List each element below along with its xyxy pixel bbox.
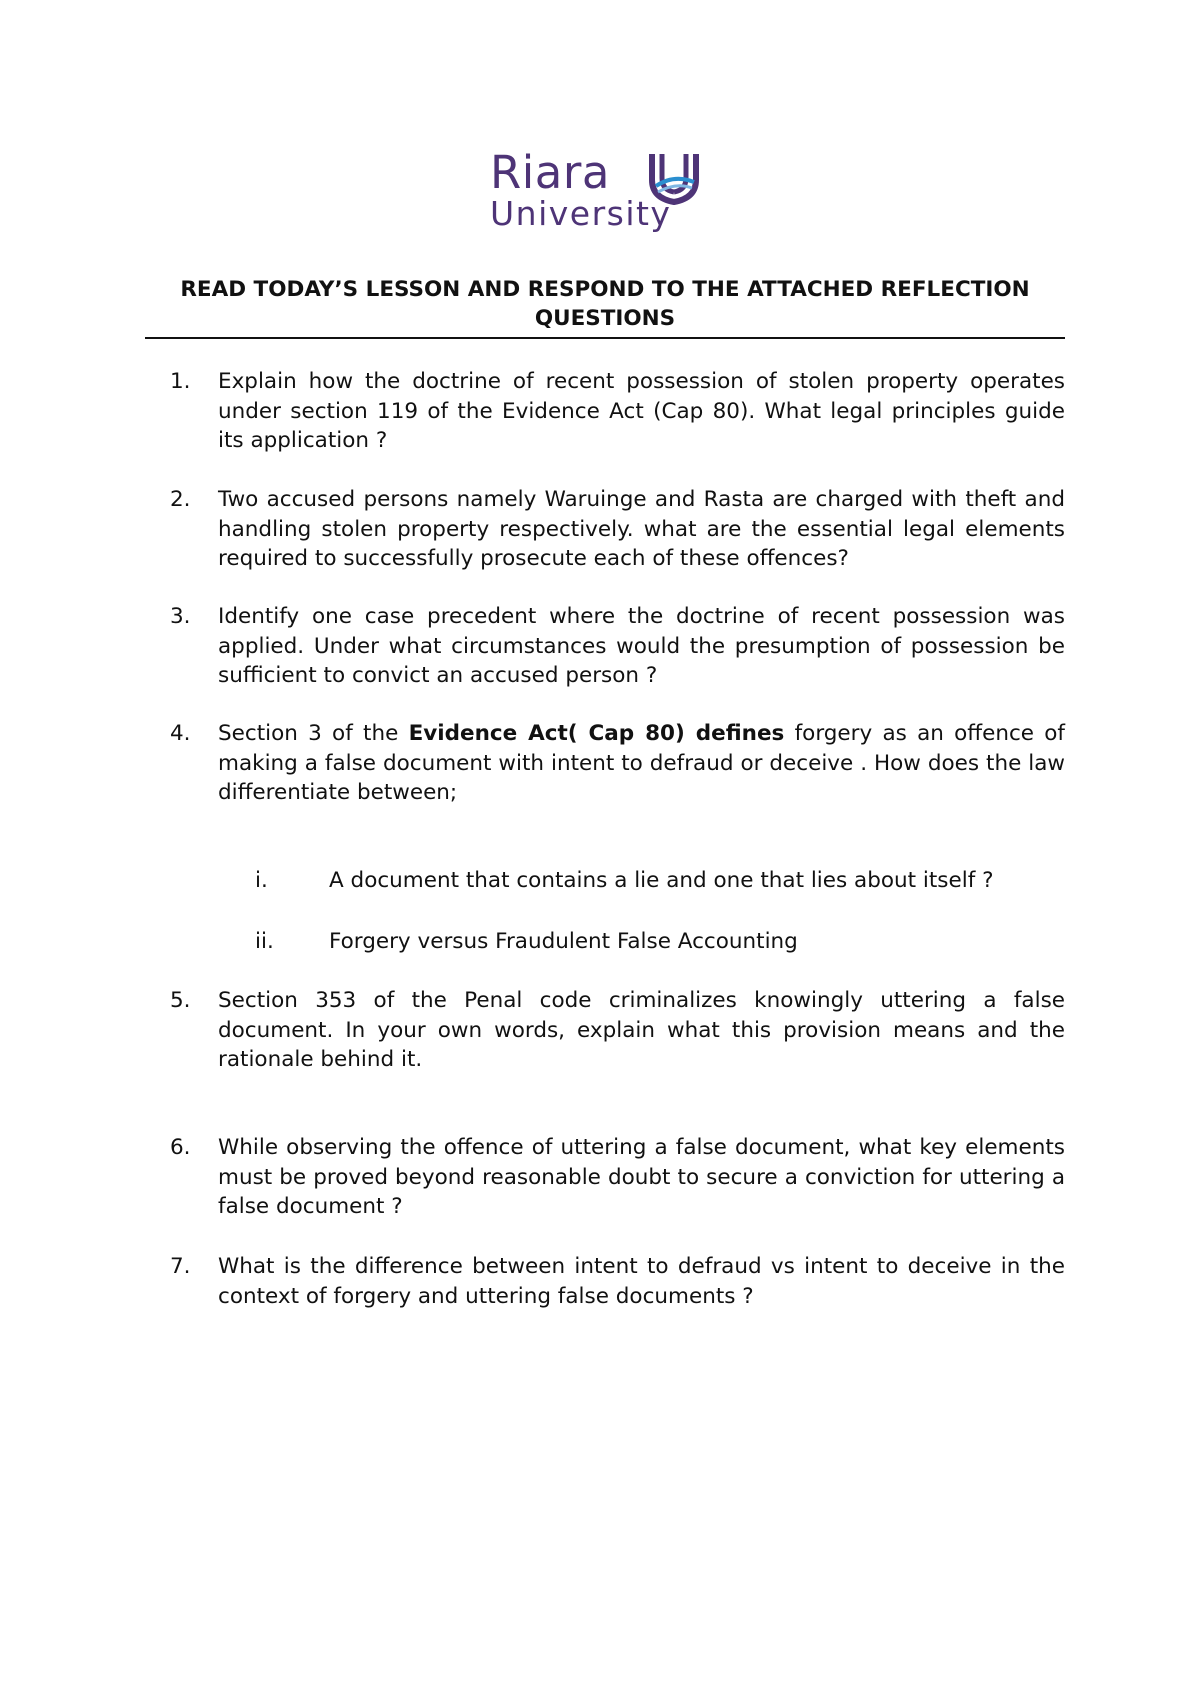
question-text: Identify one case precedent where the doctrine of recent possession was applied. Under what circumstances would the presumption of possession be sufficient to convict an accused person ?	[218, 604, 1065, 688]
question-text: While observing the offence of uttering a false document, what key elements must be proved beyond reasonable doubt to secure a conviction for uttering a false document ?	[218, 1135, 1065, 1219]
question-text	[218, 719, 1065, 808]
question-number: 6.	[170, 1135, 191, 1160]
question-text: Explain how the doctrine of recent possession of stolen property operates under section 119 of the Evidence Act (Cap 80). What legal principles guide its application ?	[218, 369, 1065, 453]
question-number: 4.	[170, 721, 191, 746]
question-4-text-part-1: Section 3 of the	[218, 721, 409, 746]
question-text: What is the difference between intent to defraud vs intent to deceive in the context of forgery and uttering false documents ?	[218, 1254, 1065, 1309]
question-1	[170, 367, 1065, 456]
question-text: Section 353 of the Penal code criminalizes knowingly uttering a false document. In your own words, explain what this provision means and the rationale behind it.	[218, 988, 1065, 1072]
heading-line-1: READ TODAY’S LESSON AND RESPOND TO THE ATTACHED REFLECTION	[180, 277, 1030, 302]
subitem-i	[255, 866, 994, 895]
question-6	[170, 1133, 1065, 1222]
question-number: 3.	[170, 604, 191, 629]
question-4-bold-term: Evidence Act( Cap 80) defines	[408, 721, 785, 746]
subitem-numeral: ii.	[255, 929, 274, 954]
question-number: 7.	[170, 1254, 191, 1279]
subitem-text: A document that contains a lie and one that lies about itself ?	[329, 868, 994, 893]
question-7	[170, 1252, 1065, 1311]
question-4	[170, 719, 1065, 808]
page-heading	[145, 275, 1065, 339]
logo-university-text: University	[490, 194, 672, 233]
subitem-text: Forgery versus Fraudulent False Accounting	[329, 929, 798, 954]
question-5	[170, 986, 1065, 1075]
question-number: 5.	[170, 988, 191, 1013]
question-2	[170, 485, 1065, 574]
question-text: Two accused persons namely Waruinge and Rasta are charged with theft and handling stolen property respectively. what are the essential legal elements required to successfully prosecute each of these offences?	[218, 487, 1065, 571]
question-number: 1.	[170, 369, 191, 394]
subitem-ii	[255, 927, 798, 956]
subitem-numeral: i.	[255, 868, 268, 893]
riara-university-logo	[490, 146, 730, 246]
logo-riara-text: Riara	[490, 146, 610, 199]
riara-crest-icon	[642, 146, 706, 206]
heading-line-2: QUESTIONS	[534, 306, 676, 331]
question-3	[170, 602, 1065, 691]
question-4-text-part-2: forgery as an offence of making a false document with intent to defraud or deceive . How does the law differentiate between;	[218, 721, 1065, 805]
question-number: 2.	[170, 487, 191, 512]
